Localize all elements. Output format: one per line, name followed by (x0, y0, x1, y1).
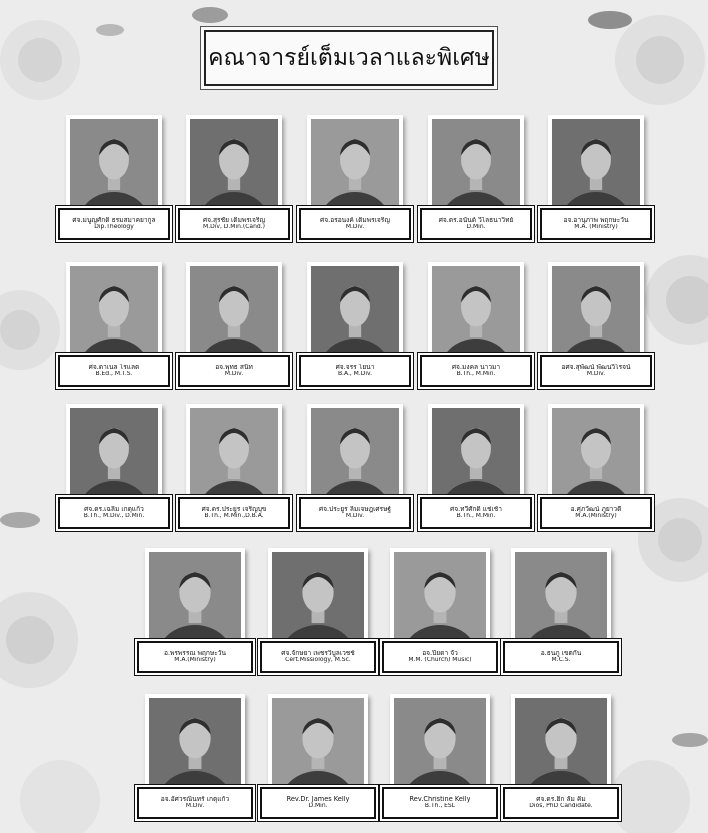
portrait-photo (511, 694, 611, 798)
person-icon (70, 119, 158, 215)
person-icon (394, 698, 486, 794)
faculty-degree: M.A.(Ministry) (575, 513, 617, 520)
name-plate (178, 497, 290, 529)
faculty-card (66, 115, 162, 242)
faculty-degree: Dip.Theology (94, 224, 134, 231)
portrait-photo (66, 115, 162, 219)
person-icon (272, 698, 364, 794)
faculty-name: ศจ.มนูญศักดิ์ ธรมสมาคยากูล (72, 216, 156, 224)
portrait-photo (390, 694, 490, 798)
person-icon (311, 119, 399, 215)
faculty-degree: D.Min. (308, 803, 328, 810)
faculty-name: อจ.อานุภาพ พฤกษะวัน (563, 216, 629, 224)
faculty-name: ศจ.อรอนงค์ เติมพรเจริญ (320, 216, 390, 224)
faculty-card (186, 115, 282, 242)
faculty-degree: M.Div. (586, 371, 606, 378)
person-icon (432, 266, 520, 362)
faculty-name: อ.ธนภู เขตกัน (540, 649, 582, 657)
faculty-name: ศจ.จักษยา เพชรวิบูลเวชช์ (281, 649, 355, 657)
faculty-card (548, 115, 644, 242)
portrait-photo (186, 404, 282, 508)
faculty-name: อ.พรพรรณ พฤกษะวัน (163, 649, 227, 657)
faculty-degree: Cert.Missiology, M.Sc. (285, 657, 351, 664)
name-plate (503, 641, 619, 673)
portrait-photo (511, 548, 611, 652)
faculty-name: ศจ.ทวีศักดิ์ แช่เช้า (450, 505, 502, 513)
portrait-photo (145, 694, 245, 798)
faculty-card (428, 115, 524, 242)
faculty-card (307, 404, 403, 531)
name-plate (540, 497, 652, 529)
faculty-degree: M.Div, D.Min.(Cand.) (203, 224, 265, 231)
name-plate (178, 208, 290, 240)
name-plate (299, 355, 411, 387)
faculty-card (548, 404, 644, 531)
faculty-degree: B.Th., M.Min. (456, 371, 496, 378)
faculty-name: ศจ.ดร.ฮิก ลัม คิม (536, 795, 586, 803)
faculty-degree: B.Ed., M.T.S. (95, 371, 133, 378)
name-plate (137, 787, 253, 819)
person-icon (272, 552, 364, 648)
name-plate (58, 355, 170, 387)
faculty-card (66, 262, 162, 389)
name-plate (540, 355, 652, 387)
person-icon (515, 552, 607, 648)
faculty-degree: D.Min. (466, 224, 486, 231)
faculty-name: อจ.พุทธ สนิท (215, 363, 253, 371)
name-plate (58, 208, 170, 240)
faculty-name: ศจ.ดาเนล โรแลต (88, 363, 140, 371)
person-icon (394, 552, 486, 648)
person-icon (149, 552, 241, 648)
faculty-degree: B.Th., M.Min.,D.B.A. (204, 513, 264, 520)
faculty-card (307, 262, 403, 389)
faculty-card (390, 548, 490, 675)
faculty-name: อศจ.สุพัฒน์ พัฒนวิโรจน์ (561, 363, 631, 371)
faculty-card (66, 404, 162, 531)
person-icon (432, 119, 520, 215)
portrait-photo (186, 115, 282, 219)
faculty-card (307, 115, 403, 242)
faculty-card (548, 262, 644, 389)
faculty-name: ศจ.ดร.อนันต์ วิไลธนาวิทย์ (438, 216, 514, 224)
person-icon (432, 408, 520, 504)
portrait-photo (428, 262, 524, 366)
portrait-photo (428, 115, 524, 219)
faculty-card (145, 548, 245, 675)
portrait-photo (548, 115, 644, 219)
faculty-name: อ.ศุภวัฒน์ ภูยาวดี (570, 505, 622, 513)
name-plate (299, 208, 411, 240)
portrait-photo (307, 404, 403, 508)
faculty-card (268, 694, 368, 821)
portrait-photo (268, 548, 368, 652)
faculty-degree: M.M. (Church) Music) (408, 657, 472, 664)
portrait-photo (390, 548, 490, 652)
page-title: คณาจารย์เต็มเวลาและพิเศษ (208, 45, 490, 71)
faculty-degree: B.Th., M.Div., D.Min. (83, 513, 145, 520)
name-plate (260, 787, 376, 819)
portrait-photo (307, 262, 403, 366)
faculty-card (186, 262, 282, 389)
name-plate (420, 208, 532, 240)
person-icon (515, 698, 607, 794)
name-plate (420, 355, 532, 387)
faculty-card (511, 548, 611, 675)
faculty-name: ศจ.ดร.ประยูร เจริญบุข (201, 505, 267, 513)
faculty-name: Rev.Dr. James Kelly (286, 795, 350, 803)
page-title-box (204, 30, 494, 86)
faculty-name: ศจ.ประยูร ลิ้มเจษฎเศรษฐ์ (318, 505, 392, 513)
faculty-name: Rev.Christine Kelly (409, 795, 471, 803)
portrait-photo (66, 262, 162, 366)
faculty-degree: B.Th., ESL (424, 803, 456, 810)
faculty-degree: M.A. (Ministry) (574, 224, 618, 231)
faculty-degree: M.Div. (345, 224, 365, 231)
person-icon (70, 266, 158, 362)
faculty-degree: M.Div. (185, 803, 205, 810)
faculty-degree: B.Th., M.Min. (456, 513, 496, 520)
faculty-name: ศจ.สุรชัย เติมพรเจริญ (202, 216, 266, 224)
portrait-photo (186, 262, 282, 366)
faculty-name: ศจ.ดร.เฉลิม เกตุแก้ว (84, 505, 144, 513)
portrait-photo (66, 404, 162, 508)
person-icon (70, 408, 158, 504)
name-plate (540, 208, 652, 240)
faculty-card (428, 404, 524, 531)
person-icon (311, 266, 399, 362)
person-icon (190, 119, 278, 215)
name-plate (382, 641, 498, 673)
faculty-card (268, 548, 368, 675)
faculty-degree: M.C.S. (551, 657, 571, 664)
faculty-degree: B.A., M.Div. (337, 371, 373, 378)
faculty-card (145, 694, 245, 821)
faculty-name: ศจ.จรร โยนา (335, 363, 375, 371)
name-plate (137, 641, 253, 673)
name-plate (178, 355, 290, 387)
person-icon (311, 408, 399, 504)
faculty-card (428, 262, 524, 389)
faculty-card (511, 694, 611, 821)
person-icon (149, 698, 241, 794)
portrait-photo (268, 694, 368, 798)
person-icon (190, 266, 278, 362)
faculty-name: อจ.ปิยดา จั่ว (422, 649, 458, 657)
faculty-card (186, 404, 282, 531)
portrait-photo (145, 548, 245, 652)
name-plate (420, 497, 532, 529)
name-plate (382, 787, 498, 819)
person-icon (552, 408, 640, 504)
person-icon (552, 266, 640, 362)
name-plate (299, 497, 411, 529)
faculty-name: ศจ.มงคล นาวมา (451, 363, 501, 371)
faculty-degree: M.A.(Ministry) (174, 657, 216, 664)
portrait-photo (428, 404, 524, 508)
person-icon (552, 119, 640, 215)
portrait-photo (548, 262, 644, 366)
person-icon (190, 408, 278, 504)
faculty-name: อจ.อัศวรณินทร์ เกตุแก้ว (160, 795, 230, 803)
faculty-degree: M.Div. (345, 513, 365, 520)
portrait-photo (548, 404, 644, 508)
name-plate (503, 787, 619, 819)
portrait-photo (307, 115, 403, 219)
faculty-degree: Dios, PhD Candidate. (529, 803, 593, 810)
name-plate (58, 497, 170, 529)
faculty-degree: M.Div. (224, 371, 244, 378)
name-plate (260, 641, 376, 673)
faculty-card (390, 694, 490, 821)
